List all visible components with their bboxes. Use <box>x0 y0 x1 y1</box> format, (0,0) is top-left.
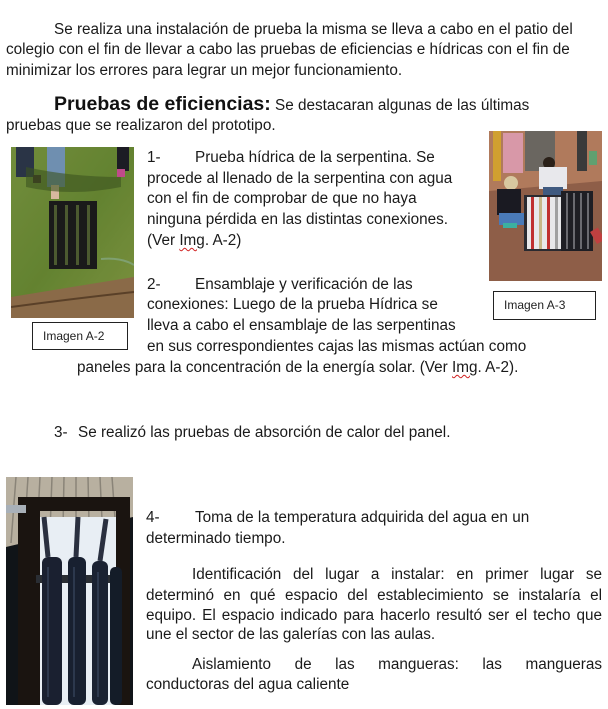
aislamiento-line-1: Aislamiento de las mangueras: las mangueras <box>192 656 602 673</box>
item1-ref-pre: (Ver <box>147 232 180 249</box>
section-heading-line <box>54 92 529 118</box>
item1-line-1: Prueba hídrica de la serpentina. Se <box>195 149 435 166</box>
item2-ref-post: . A-2). <box>477 359 519 376</box>
identificacion-line-3: equipo. El espacio indicado para hacerlo resultó ser el techo que <box>146 607 602 624</box>
item1-ref-img-misspelled: Img <box>179 232 205 249</box>
caption-image-a2: Imagen A-2 <box>32 322 128 350</box>
item1-line-3: con el fin de comprobar de que no haya <box>147 190 417 207</box>
section-line-2: pruebas que se realizaron del prototipo. <box>6 117 276 134</box>
installed-panel-photo <box>6 477 133 705</box>
item2-line-1: Ensamblaje y verificación de las <box>195 276 413 293</box>
item1-ref-post: . A-2) <box>204 232 242 249</box>
item4-number: 4- <box>146 509 160 526</box>
item3-text: Se realizó las pruebas de absorción de calor del panel. <box>78 424 451 441</box>
item1-line-4: ninguna pérdida en las distintas conexiones. <box>147 211 449 228</box>
item4-line-2: determinado tiempo. <box>146 530 286 547</box>
item2-line-5 <box>77 358 518 378</box>
identificacion-line-2: determinó en qué espacio del establecimiento se instalaría el <box>146 587 602 604</box>
section-heading: Pruebas de eficiencias: <box>54 93 271 115</box>
intro-line-3: minimizar los errores para legrar un mejor funcionamiento. <box>6 62 403 79</box>
intro-line-2: colegio con el fin de llevar a cabo las pruebas de eficiencias e hídricas con el fin de <box>6 41 570 58</box>
item4-line-1: Toma de la temperatura adquirida del agua en un <box>195 509 530 526</box>
item2-line-3: lleva a cabo el ensamblaje de las serpentinas <box>147 317 456 334</box>
item3-number: 3- <box>54 424 68 441</box>
item2-line-2: conexiones: Luego de la prueba Hídrica se <box>147 296 438 313</box>
item2-number: 2- <box>147 276 161 293</box>
serpentine-on-grass-photo <box>11 147 134 318</box>
caption-image-a3: Imagen A-3 <box>493 291 596 320</box>
item1-number: 1- <box>147 149 161 166</box>
identificacion-line-1: Identificación del lugar a instalar: en primer lugar se <box>192 566 602 583</box>
identificacion-line-4: une el sector de las galerías con las aulas. <box>146 626 436 643</box>
intro-line-1: Se realiza una instalación de prueba la misma se lleva a cabo en el patio del <box>54 21 573 38</box>
aislamiento-line-2: conductoras del agua caliente <box>146 676 350 693</box>
item2-ref-pre: paneles para la concentración de la energía solar. (Ver <box>77 359 453 376</box>
image-a3 <box>489 131 602 281</box>
item2-ref-img-misspelled: Img <box>452 359 478 376</box>
item1-line-5 <box>147 231 241 251</box>
students-assembling-photo <box>489 131 602 281</box>
section-heading-tail: Se destacaran algunas de las últimas <box>270 97 530 114</box>
image-installed-panel <box>6 477 133 705</box>
image-a2 <box>11 147 134 318</box>
item2-line-4: en sus correspondientes cajas las mismas actúan como <box>147 338 527 355</box>
item1-line-2: procede al llenado de la serpentina con agua <box>147 170 453 187</box>
